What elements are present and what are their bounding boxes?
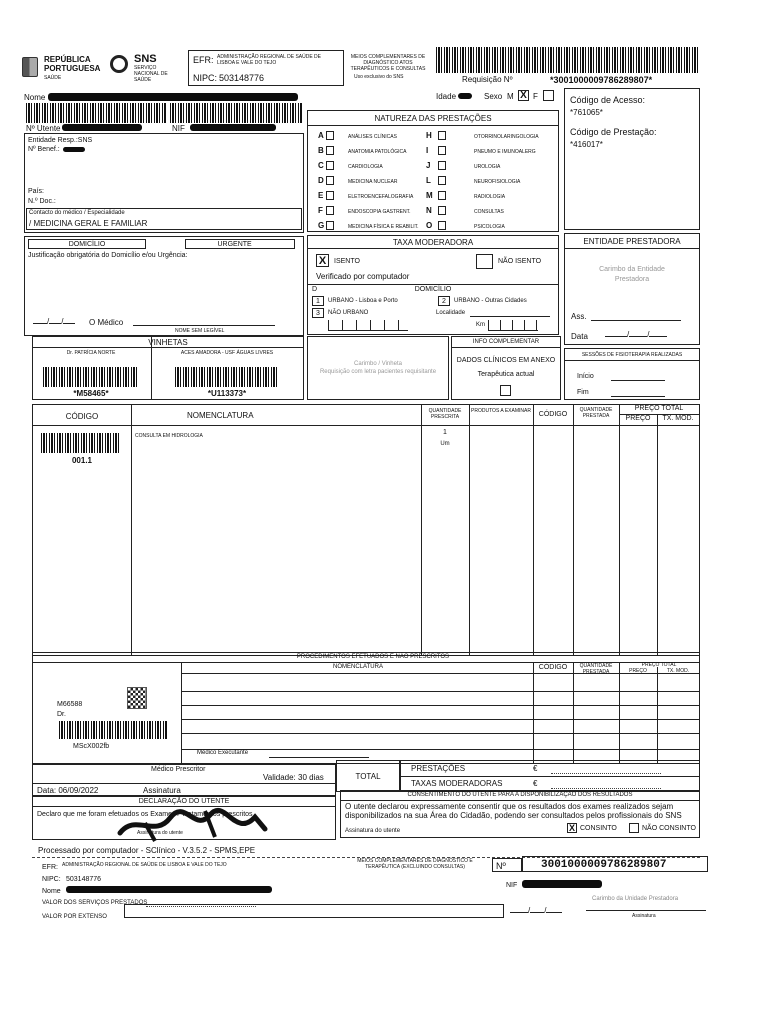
fim-label: Fim [577,389,589,396]
proc-qtd-prestada: QUANTIDADE PRESTADA [579,663,613,675]
natureza-item-n[interactable] [424,206,544,218]
stub-valor-extenso-field[interactable] [124,904,504,918]
stub-nipc-value: 503148776 [66,876,102,883]
natureza-checkbox[interactable] [438,206,446,215]
codes-box [564,88,700,230]
proc-preco-total: PREÇO TOTAL [641,662,677,668]
col-nomenclatura: NOMENCLATURA [187,411,254,420]
totals-values-box [400,760,700,792]
stub-n-value: 3001000009786289807 [541,859,667,871]
requisicao-value: *3001000009786289807* [550,75,653,85]
proc-nomenclatura: NOMENCLATURA [333,664,383,670]
domicilio-label: DOMICÍLIO [68,241,106,248]
proc-row-4 [181,733,699,734]
taxa-box [307,235,559,335]
natureza-checkbox[interactable] [438,131,446,140]
medico-executante: Médico Executante [197,750,249,756]
info-title: INFO COMPLEMENTAR [472,339,540,345]
natureza-item-b[interactable] [318,146,438,158]
col-qtd-prestada: QUANTIDADE PRESTADA [579,407,613,419]
date-sep-1: / [47,317,50,326]
medico-prescritor: Médico Prescritor [151,766,206,773]
republica-logo-line1: REPÚBLICA [44,55,91,64]
natureza-label: ANÁLISES CLÍNICAS [348,134,397,140]
natureza-item-o[interactable] [424,221,544,233]
natureza-label: RADIOLOGIA [474,194,506,200]
row-unit: Um [440,441,450,447]
efr-box [188,50,344,86]
row-nomenclatura: CONSULTA EM HIDROLOGIA [135,433,203,439]
natureza-item-e[interactable] [318,191,438,203]
sessoes-box [564,348,700,400]
acesso-label: Código de Acesso: [570,95,646,105]
natureza-label: UROLOGIA [474,164,501,170]
natureza-item-c[interactable] [318,161,438,173]
sns-use: Uso exclusivo do SNS [354,74,404,80]
isento-label: ISENTO [334,258,360,265]
col-div-5 [573,405,574,655]
efr-value: ADMINISTRAÇÃO REGIONAL DE SAÚDE DE LISBOA E VALE DO TEJO [217,54,321,66]
entidade-prestadora-title: ENTIDADE PRESTADORA [583,237,681,246]
proc-row-2 [181,705,699,706]
taxas-line [551,788,661,789]
proc-div-1 [181,662,182,763]
natureza-letter: E [318,191,324,200]
localidade-label: Localidade [436,310,466,316]
natureza-letter: L [426,176,431,185]
natureza-checkbox[interactable] [438,221,446,230]
natureza-item-h[interactable] [424,131,544,143]
stub-date-sep-1: / [528,906,531,915]
stub-mcdt: MEIOS COMPLEMENTARES DE DIAGNÓSTICO E TERAPÊUTICA (EXCLUINDO CONSULTAS) [357,858,473,870]
natureza-label: MEDICINA FÍSICA E REABILIT. [348,224,419,230]
urgente-label: URGENTE [217,241,252,248]
ass-line [591,320,681,321]
consinto-checkbox[interactable]: X [568,823,575,833]
nao-consinto-checkbox[interactable] [629,823,639,833]
natureza-label: ANATOMIA PATOLÓGICA [348,149,407,155]
nif-barcode [170,103,302,123]
republica-emblem-icon [22,57,38,77]
vinheta-unit-barcode [175,367,279,387]
proc-title: PROCEDIMENTOS EFETUADOS E NÃO PRESCRITOS [296,654,450,660]
sexo-f-label: F [533,92,538,101]
vinhetas-title: VINHETAS [148,338,188,347]
natureza-checkbox[interactable] [438,161,446,170]
natureza-checkbox[interactable] [326,131,334,140]
opt1-label: URBANO - Lisboa e Porto [328,298,398,304]
proc-preco: PREÇO [629,668,647,674]
sexo-f-checkbox[interactable] [543,90,554,101]
proc-div-3 [573,662,574,763]
taxa-title-divider [308,248,558,249]
entidade-title-divider [565,248,699,249]
natureza-checkbox[interactable] [326,176,334,185]
opt2-box[interactable]: 2 [438,296,450,306]
row-qty: 1 [443,429,447,436]
natureza-item-m[interactable] [424,191,544,203]
vinheta-doctor: Dr. PATRÍCIA NORTE [66,350,116,356]
natureza-letter: O [426,221,433,230]
row-code: 001.1 [71,456,93,465]
proc-div-4 [619,662,620,763]
stub-assinatura-line [586,910,706,911]
domicilio-tab [28,239,146,249]
pais-label: País: [28,188,44,195]
opt3-box[interactable]: 3 [312,308,324,318]
natureza-checkbox[interactable] [438,176,446,185]
utente-redaction [62,124,142,131]
natureza-item-f[interactable] [318,206,438,218]
urgente-tab [185,239,295,249]
taxa-domicilio-title: DOMICÍLIO [414,286,452,293]
col-div-3 [469,405,470,655]
items-table [32,404,700,656]
natureza-letter: G [318,221,325,230]
d-label: D [312,286,318,293]
total-label: TOTAL [355,772,381,781]
taxa-d-divider [308,284,558,285]
handwritten-signature [115,803,275,843]
vinhetas-box [32,336,304,400]
nif-redaction [190,124,276,131]
declaracao-text: Declaro que me foram efetuados os Exames / Tratamentos prescritos [37,811,253,818]
info-anexo: DADOS CLÍNICOS EM ANEXO [456,357,556,364]
proc-row-1 [181,691,699,692]
isento-checkbox[interactable]: X [316,254,329,267]
utente-barcode [26,103,166,123]
fim-line [611,396,665,397]
natureza-letter: D [318,176,324,185]
opt2-label: URBANO - Outras Cidades [454,298,527,304]
validade: Validade: 30 dias [263,773,324,782]
verificado-label: Verificado por computador [316,272,410,281]
natureza-checkbox[interactable] [326,206,334,215]
vinhetas-divider [33,347,303,348]
natureza-title: NATUREZA DAS PRESTAÇÕES [374,114,492,123]
data-sep-1: / [627,330,630,339]
natureza-label: MEDICINA NUCLEAR [348,179,398,185]
idade-label: Idade [436,92,457,101]
prestacao-label: Código de Prestação: [570,127,657,137]
localidade-line [470,316,550,317]
nipc-label: NIPC: [193,73,218,83]
natureza-box [307,110,559,232]
declaracao-title: DECLARAÇÃO DO UTENTE [138,798,230,805]
stub-nif-redaction [522,880,602,888]
col-preco-total: PREÇO TOTAL [634,405,684,412]
stamp-dr: Dr. [57,711,66,718]
natureza-letter: F [318,206,323,215]
natureza-label: OTORRINOLARINGOLOGIA [474,134,539,140]
stub-valor-extenso: VALOR POR EXTENSO [42,914,107,920]
republica-logo-sub: SAÚDE [44,75,62,81]
consentimento-box [340,790,700,838]
stub-nipc-label: NIPC: [42,876,61,883]
requisicao-label: Requisição Nº [462,75,513,84]
vinheta-doctor-barcode [43,367,139,387]
natureza-letter: C [318,161,324,170]
natureza-item-g[interactable] [318,221,438,233]
declaracao-box [32,796,336,840]
patient-info-box [24,133,304,233]
info-divider [452,347,560,348]
natureza-item-i[interactable] [424,146,544,158]
stub-nome-label: Nome [42,888,61,895]
nao-consinto-label: NÃO CONSINTO [642,825,696,832]
republica-logo-line2: PORTUGUESA [44,64,101,73]
info-terapeutica: Terapêutica actual [477,371,535,378]
assinatura-prescritor: Assinatura [143,786,181,795]
sns-logo [110,53,180,81]
total-box [336,760,400,792]
natureza-letter: B [318,146,324,155]
natureza-checkbox[interactable] [326,146,334,155]
processado-text: Processado por computador - SClínico - V.3.5.2 - SPMS,EPE [38,846,256,855]
natureza-checkbox[interactable] [326,221,334,230]
stub-efr-label: EFR: [42,864,58,871]
sessoes-title: SESSÕES DE FISIOTERAPIA REALIZADAS [581,352,683,358]
vinheta-doctor-code: *M58465* [73,389,109,398]
benef-label: Nº Benef.: [28,146,60,153]
natureza-checkbox[interactable] [438,191,446,200]
taxas-label: TAXAS MODERADORAS [411,779,503,788]
sns-logo-text: SNS [134,53,157,65]
col-div-1 [131,405,132,655]
nome-legivel: NOME SEM LEGÍVEL [175,328,225,334]
col-div-7 [657,414,658,655]
natureza-letter: J [426,161,431,170]
data-prescricao: Data: 06/09/2022 [37,786,99,795]
opt1-box[interactable]: 1 [312,296,324,306]
stub-valor-servicos: VALOR DOS SERVIÇOS PRESTADOS [42,900,148,906]
medico-label: O Médico [89,318,124,327]
date-sep-2: / [61,317,64,326]
vinheta-ref-1: Carimbo / Vinheta [354,361,402,367]
prestacoes-label: PRESTAÇÕES [411,764,466,773]
benef-redaction [63,147,85,152]
natureza-label: PNEUMO E IMUNOALERG [474,149,536,155]
nipc-value: 503148776 [219,73,265,83]
prescritor-box [32,764,336,796]
stamp-barcode-graphic [59,721,167,739]
domicilio-urgente-box [24,236,304,336]
executante-line [269,757,369,758]
km-boxes [488,320,538,331]
table-header-divider [33,425,699,426]
prestacoes-line [551,773,661,774]
natureza-item-l[interactable] [424,176,544,188]
col-div-4 [533,405,534,655]
utente-label: Nº Utente [26,124,61,133]
proc-tx-mod: TX. MOD. [666,668,690,674]
natureza-label: CONSULTAS [474,209,504,215]
sexo-m-label: M [507,92,514,101]
vinheta-unit-code: *U113373* [207,389,247,398]
republica-logo [22,55,104,81]
natureza-checkbox[interactable] [326,191,334,200]
col-tx-mod: TX. MOD. [662,415,694,422]
inicio-line [611,380,665,381]
proc-row-3 [181,719,699,720]
vinheta-ref-2: Requisição com letra pacientes requisitante [319,369,437,375]
contacto-box [26,208,302,230]
inicio-label: Início [577,373,594,380]
proc-div-2 [533,662,534,763]
natureza-label: CARDIOLOGIA [348,164,383,170]
stub-n-label: Nº [496,861,506,871]
sns-logo-sub: SERVIÇO NACIONAL DE SAÚDE [134,65,168,83]
col-codigo2: CÓDIGO [538,411,568,418]
stub-carimbo: Carimbo da Unidade Prestadora [592,896,679,902]
natureza-label: PSICOLOGIA [474,224,505,230]
prestacoes-euro: € [533,764,538,773]
contacto-label: Contacto do médico / Especialidade [29,210,125,216]
vinheta-unit: ACES AMADORA - USF ÁGUAS LIVRES [180,350,274,356]
data-sep-2: / [647,330,650,339]
natureza-letter: N [426,206,432,215]
natureza-label: ENDOSCOPIA GASTRENT. [348,209,411,215]
info-box [451,336,561,400]
taxa-title: TAXA MODERADORA [392,238,474,247]
vinheta-reference-box [307,336,449,400]
stub-efr-value: ADMINISTRAÇÃO REGIONAL DE SAÚDE DE LISBOA E VALE DO TEJO [62,862,227,868]
natureza-label: ELETROENCEFALOGRAFIA [348,194,414,200]
stub-n-box [492,858,522,872]
stub-assinatura: Assinatura [632,913,656,919]
km-label: Km [476,322,485,328]
stub-nif-label: NIF [506,882,518,889]
sns-ring-icon [110,55,128,73]
medico-signature-line [133,325,275,326]
totals-divider [401,776,699,777]
natureza-title-divider [308,125,558,126]
consentimento-divider [341,800,699,801]
vinhetas-mid [151,337,152,399]
mcdt-text: MEIOS COMPLEMENTARES DE DIAGNÓSTICO ATOS TERAPÊUTICOS E CONSULTAS [350,54,426,72]
sexo-m-checkbox[interactable]: X [518,90,529,101]
proc-codigo: CÓDIGO [538,664,568,671]
natureza-letter: I [426,146,429,155]
consentimento-text: O utente declarou expressamente consentir que os resultados dos exames realizados sejam disponibilizados na sua Área do Cidadão, podendo ser consultados pelos profissionais do SNS [345,802,682,820]
stub-date-sep-2: / [544,906,547,915]
opt3-label: NÃO URBANO [328,310,369,316]
natureza-label: NEUROFISIOLOGIA [474,179,521,185]
data-label: Data [571,332,588,341]
justificacao-label: Justificação obrigatória do Domicílio e/ou Urgência: [28,252,188,259]
especialidade-value: / MEDICINA GERAL E FAMILIAR [29,219,148,228]
ndoc-label: N.º Doc.: [28,198,56,205]
data-slashes [605,330,667,339]
entidade-label: Entidade Resp.:SNS [28,137,93,144]
consentimento-title: CONSENTIMENTO DO UTENTE PARA A DISPONIBILIZAÇÃO DOS RESULTADOS [407,792,633,798]
col-qtd-prescrita: QUANTIDADE PRESCRITA [428,408,462,420]
cost-boxes [328,320,408,331]
stamp-barcode-text: MScX002fb [73,743,110,750]
row-code-barcode [41,433,121,453]
natureza-letter: M [426,191,433,200]
natureza-letter: A [318,131,324,140]
terapeutica-checkbox[interactable] [500,385,511,396]
nif-label: NIF [172,124,185,133]
natureza-letter: H [426,131,432,140]
col-preco: PREÇO [625,415,651,422]
taxas-euro: € [533,779,538,788]
nao-isento-checkbox[interactable] [476,254,493,269]
consent-assinatura: Assinatura do utente [345,828,401,834]
ass-label: Ass. [571,312,587,321]
stub-date-slashes [510,906,562,915]
natureza-item-j[interactable] [424,161,544,173]
natureza-item-d[interactable] [318,176,438,188]
natureza-checkbox[interactable] [438,146,446,155]
qr-stamp-icon [127,687,147,709]
nome-label: Nome [24,93,46,102]
col-div-6 [619,405,620,655]
signature-scribble [115,803,275,843]
carimbo-text-2: Prestadora [614,276,650,283]
stub-nome-redaction [66,886,272,893]
stub-n-value-box [522,856,708,872]
carimbo-text-1: Carimbo da Entidade [599,266,665,273]
entidade-prestadora-box [564,233,700,345]
stamp-code: M66588 [57,701,83,708]
acesso-value: *761065* [570,108,603,117]
sessoes-divider [565,360,699,361]
prestacao-value: *416017* [570,140,603,149]
assinatura-utente: Assinatura do utente [137,830,183,836]
col-codigo: CÓDIGO [65,412,99,421]
col-produtos: PRODUTOS A EXAMINAR [471,408,531,414]
medico-date-slashes [33,317,75,326]
sexo-label: Sexo [484,92,503,101]
prescritor-divider [33,783,335,784]
idade-redaction [458,93,472,99]
natureza-checkbox[interactable] [326,161,334,170]
proc-row-5 [181,749,699,750]
procedimentos-table [32,652,700,764]
consinto-label: CONSINTO [580,825,617,832]
nao-isento-label: NÃO ISENTO [498,258,542,265]
requisicao-barcode [436,47,698,73]
efr-label: EFR: [193,55,214,65]
natureza-item-a[interactable] [318,131,438,143]
nome-redaction [48,93,298,101]
